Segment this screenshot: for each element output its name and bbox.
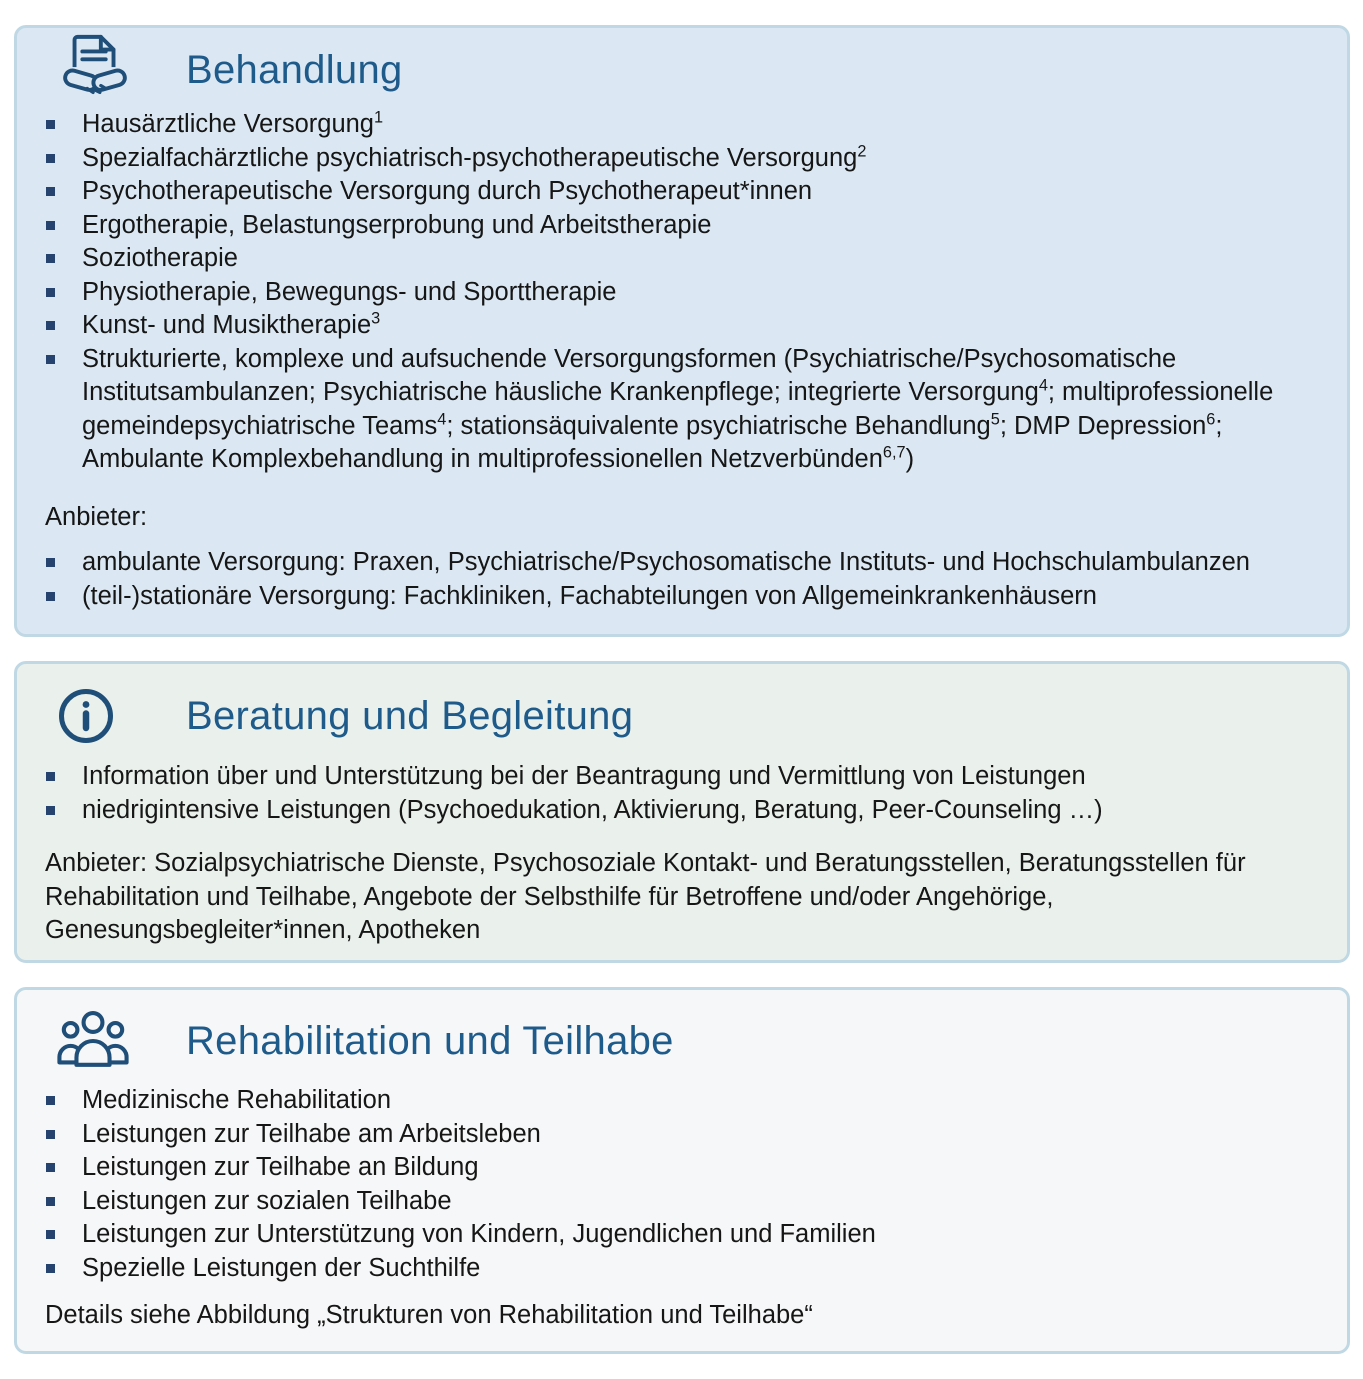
list-item: Psychotherapeutische Versorgung durch Psychotherapeut*innen — [44, 175, 1329, 209]
list-item: Kunst- und Musiktherapie$^3$ — [44, 309, 1329, 343]
behandlung-anbieter-list — [44, 546, 1329, 613]
list-item: Soziotherapie — [44, 242, 1329, 276]
panel-title-behandlung: Behandlung — [186, 48, 403, 92]
panel-title-rehabilitation: Rehabilitation und Teilhabe — [186, 1019, 674, 1063]
info-icon — [57, 687, 143, 745]
list-item: Hausärztliche Versorgung$^1$ — [44, 108, 1329, 142]
beratung-anbieter-paragraph: Anbieter: Sozialpsychiatrische Dienste, Psychosoziale Kontakt- und Beratungsstellen, Beratungsstellen für Rehabilitation und Teilhabe, Angebote der Selbsthilfe für Betroffene und/oder Angehörige, Genesungsbegleiter*innen, Apotheken — [45, 849, 1246, 944]
list-item: Spezialfachärztliche psychiatrisch-psychotherapeutische Versorgung$^2$ — [44, 142, 1329, 176]
panel-behandlung — [14, 25, 1350, 637]
list-item: Leistungen zur Teilhabe an Bildung — [44, 1151, 1329, 1185]
panel-behandlung-header — [17, 28, 1347, 108]
list-item: ambulante Versorgung: Praxen, Psychiatrische/Psychosomatische Instituts- und Hochschulambulanzen — [44, 546, 1329, 580]
list-item: Leistungen zur sozialen Teilhabe — [44, 1185, 1329, 1219]
panel-title-beratung: Beratung und Begleitung — [186, 694, 634, 738]
list-item: Information über und Unterstützung bei der Beantragung und Vermittlung von Leistungen — [44, 760, 1329, 794]
list-item: Medizinische Rehabilitation — [44, 1084, 1329, 1118]
list-item: Leistungen zur Unterstützung von Kindern, Jugendlichen und Familien — [44, 1218, 1329, 1252]
people-group-icon — [57, 1010, 143, 1072]
list-item: Physiotherapie, Bewegungs- und Sporttherapie — [44, 276, 1329, 310]
list-item: Ergotherapie, Belastungserprobung und Arbeitstherapie — [44, 209, 1329, 243]
behandlung-bullet-list — [44, 108, 1329, 477]
panel-rehabilitation-und-teilhabe — [14, 987, 1350, 1354]
panel-rehabilitation-header — [17, 990, 1347, 1084]
beratung-bullet-list — [44, 760, 1329, 827]
panel-beratung-header — [17, 664, 1347, 760]
rehabilitation-details-paragraph: Details siehe Abbildung „Strukturen von Rehabilitation und Teilhabe“ — [45, 1301, 813, 1329]
list-item: Spezielle Leistungen der Suchthilfe — [44, 1252, 1329, 1286]
rehabilitation-bullet-list — [44, 1084, 1329, 1285]
panel-beratung-und-begleitung — [14, 661, 1350, 963]
document-handshake-icon — [57, 32, 143, 108]
list-item: Leistungen zur Teilhabe am Arbeitsleben — [44, 1118, 1329, 1152]
list-item: Strukturierte, komplexe und aufsuchende Versorgungsformen (Psychiatrische/Psychosomatische Institutsambulanzen; Psychiatrische häusliche Krankenpflege; integrierte Versorgung$^4$; multiprofessionelle gemeindepsychiatrische Teams$^4$; stationsäquivalente psychiatrische Behandlung$^5$; DMP Depression$^6$; Ambulante Komplexbehandlung in multiprofessionellen Netzverbünden$^{6,7}$) — [44, 343, 1329, 477]
list-item: (teil-)stationäre Versorgung: Fachkliniken, Fachabteilungen von Allgemeinkrankenhäusern — [44, 580, 1329, 614]
behandlung-anbieter-label: Anbieter: — [45, 502, 148, 531]
list-item: niedrigintensive Leistungen (Psychoedukation, Aktivierung, Beratung, Peer-Counseling …) — [44, 794, 1329, 828]
